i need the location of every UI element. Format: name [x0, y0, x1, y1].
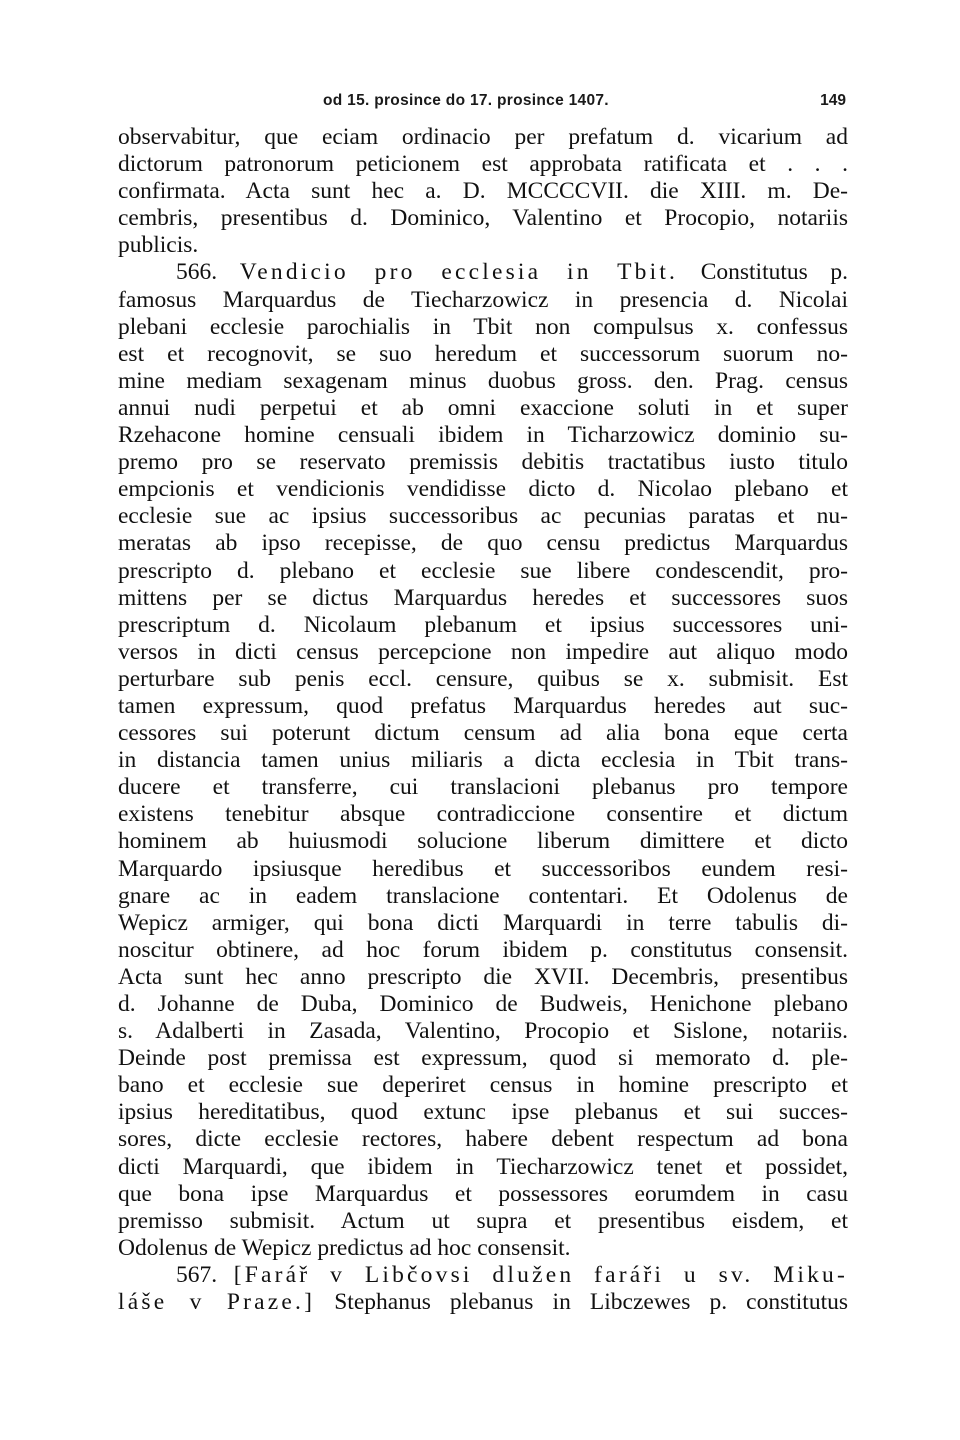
text-line: empcionis et vendicionis vendidisse dicto d. Nicolao plebano et	[118, 476, 848, 503]
text-line: meratas ab ipso recepisse, de quo censu predictus Marquardus	[118, 530, 848, 557]
text-line: premisso submisit. Actum ut supra et presentibus eisdem, et	[118, 1207, 848, 1234]
text-line: noscitur obtinere, ad hoc forum ibidem p. constitutus consensit.	[118, 936, 848, 963]
text-line: confirmata. Acta sunt hec a. D. MCCCCVII. die XIII. m. De-	[118, 178, 848, 205]
text-line: Stephanus plebanus in Libczewes p. constitutus	[334, 1289, 848, 1316]
text-line: cembris, presentibus d. Dominico, Valentino et Procopio, notariis	[118, 205, 848, 232]
running-head	[118, 88, 848, 118]
text-line: Constitutus p.	[700, 259, 848, 286]
text-line: mine mediam sexagenam minus duobus gross. den. Prag. census	[118, 367, 848, 394]
text-line: Odolenus de Wepicz predictus ad hoc consensit.	[118, 1234, 571, 1261]
text-line: ipsius hereditatibus, quod extunc ipse plebanus et sui succes-	[118, 1099, 848, 1126]
text-line: que bona ipse Marquardus et possessores eorumdem in casu	[118, 1180, 848, 1207]
entry-567-heading: [Farář v Libčovsi dlužen faráři u sv. Miku-	[233, 1261, 848, 1288]
entry-567-heading-continued: láše v Praze.]	[118, 1289, 316, 1316]
entry-567-heading-line	[118, 1262, 848, 1289]
text-line: ducere et transferre, cui translacioni plebanus pro tempore	[118, 774, 848, 801]
text-line: est et recognovit, se suo heredum et successorum suorum no-	[118, 340, 848, 367]
body-text	[118, 124, 848, 1316]
text-line: Marquardo ipsiusque heredibus et successoribos eundem resi-	[118, 855, 848, 882]
text-line: in distancia tamen unius miliaris a dicta ecclesia in Tbit trans-	[118, 747, 848, 774]
text-line: bano et ecclesie sue deperiret census in homine prescripto et	[118, 1072, 848, 1099]
text-line: existens tenebitur absque contradiccione consentire et dictum	[118, 801, 848, 828]
text-line: prescriptum d. Nicolaum plebanum et ipsius successores uni-	[118, 611, 848, 638]
entry-567-continuation-line	[118, 1289, 848, 1316]
text-line: famosus Marquardus de Tiecharzowicz in presencia d. Nicolai	[118, 286, 848, 313]
entry-567-number: 567.	[176, 1261, 218, 1288]
text-line: versos in dicti census percepcione non impedire aut aliquo modo	[118, 638, 848, 665]
text-line: d. Johanne de Duba, Dominico de Budweis, Henichone plebano	[118, 991, 848, 1017]
text-line: prescripto d. plebano et ecclesie sue libere condescendit, pro-	[118, 557, 848, 584]
text-line: sores, dicte ecclesie rectores, habere debent respectum ad bona	[118, 1126, 848, 1153]
text-line: publicis.	[118, 232, 199, 259]
entry-566-number: 566.	[176, 259, 218, 286]
entry-566-heading: Vendicio pro ecclesia in Tbit.	[239, 259, 679, 286]
text-line: observabitur, que eciam ordinacio per prefatum d. vicarium ad	[118, 124, 848, 150]
text-line: hominem ab huiusmodi solucione liberum dimittere et dicto	[118, 828, 848, 855]
text-line: Deinde post premissa est expressum, quod si memorato d. ple-	[118, 1045, 848, 1072]
page-number: 149	[820, 92, 846, 109]
text-line: Wepicz armiger, qui bona dicti Marquardi in terre tabulis di-	[118, 909, 848, 936]
text-line: Rzehacone homine censuali ibidem in Ticharzowicz dominio su-	[118, 422, 848, 449]
text-line: annui nudi perpetui et ab omni exaccione soluti in et super	[118, 394, 848, 421]
text-line: dictorum patronorum peticionem est approbata ratificata et . . .	[118, 151, 848, 178]
text-line: mittens per se dictus Marquardus heredes et successores suos	[118, 584, 848, 611]
text-line: Acta sunt hec anno prescripto die XVII. Decembris, presentibus	[118, 963, 848, 990]
text-line: cessores sui poterunt dictum censum ad alia bona eque certa	[118, 720, 848, 747]
running-title: od 15. prosince do 17. prosince 1407.	[323, 92, 609, 109]
entry-566-heading-line	[118, 259, 848, 286]
document-page	[118, 88, 848, 1316]
text-line: s. Adalberti in Zasada, Valentino, Procopio et Sislone, notariis.	[118, 1018, 848, 1045]
text-line: plebani ecclesie parochialis in Tbit non compulsus x. confessus	[118, 313, 848, 340]
text-line: ecclesie sue ac ipsius successoribus ac pecunias paratas et nu-	[118, 503, 848, 530]
text-line: dicti Marquardi, que ibidem in Tiecharzowicz tenet et possidet,	[118, 1153, 848, 1180]
text-line: perturbare sub penis eccl. censure, quibus se x. submisit. Est	[118, 665, 848, 692]
text-line: gnare ac in eadem translacione contentari. Et Odolenus de	[118, 882, 848, 909]
text-line: tamen expressum, quod prefatus Marquardus heredes aut suc-	[118, 692, 848, 719]
text-line: premo pro se reservato premissis debitis tractatibus iusto titulo	[118, 449, 848, 476]
